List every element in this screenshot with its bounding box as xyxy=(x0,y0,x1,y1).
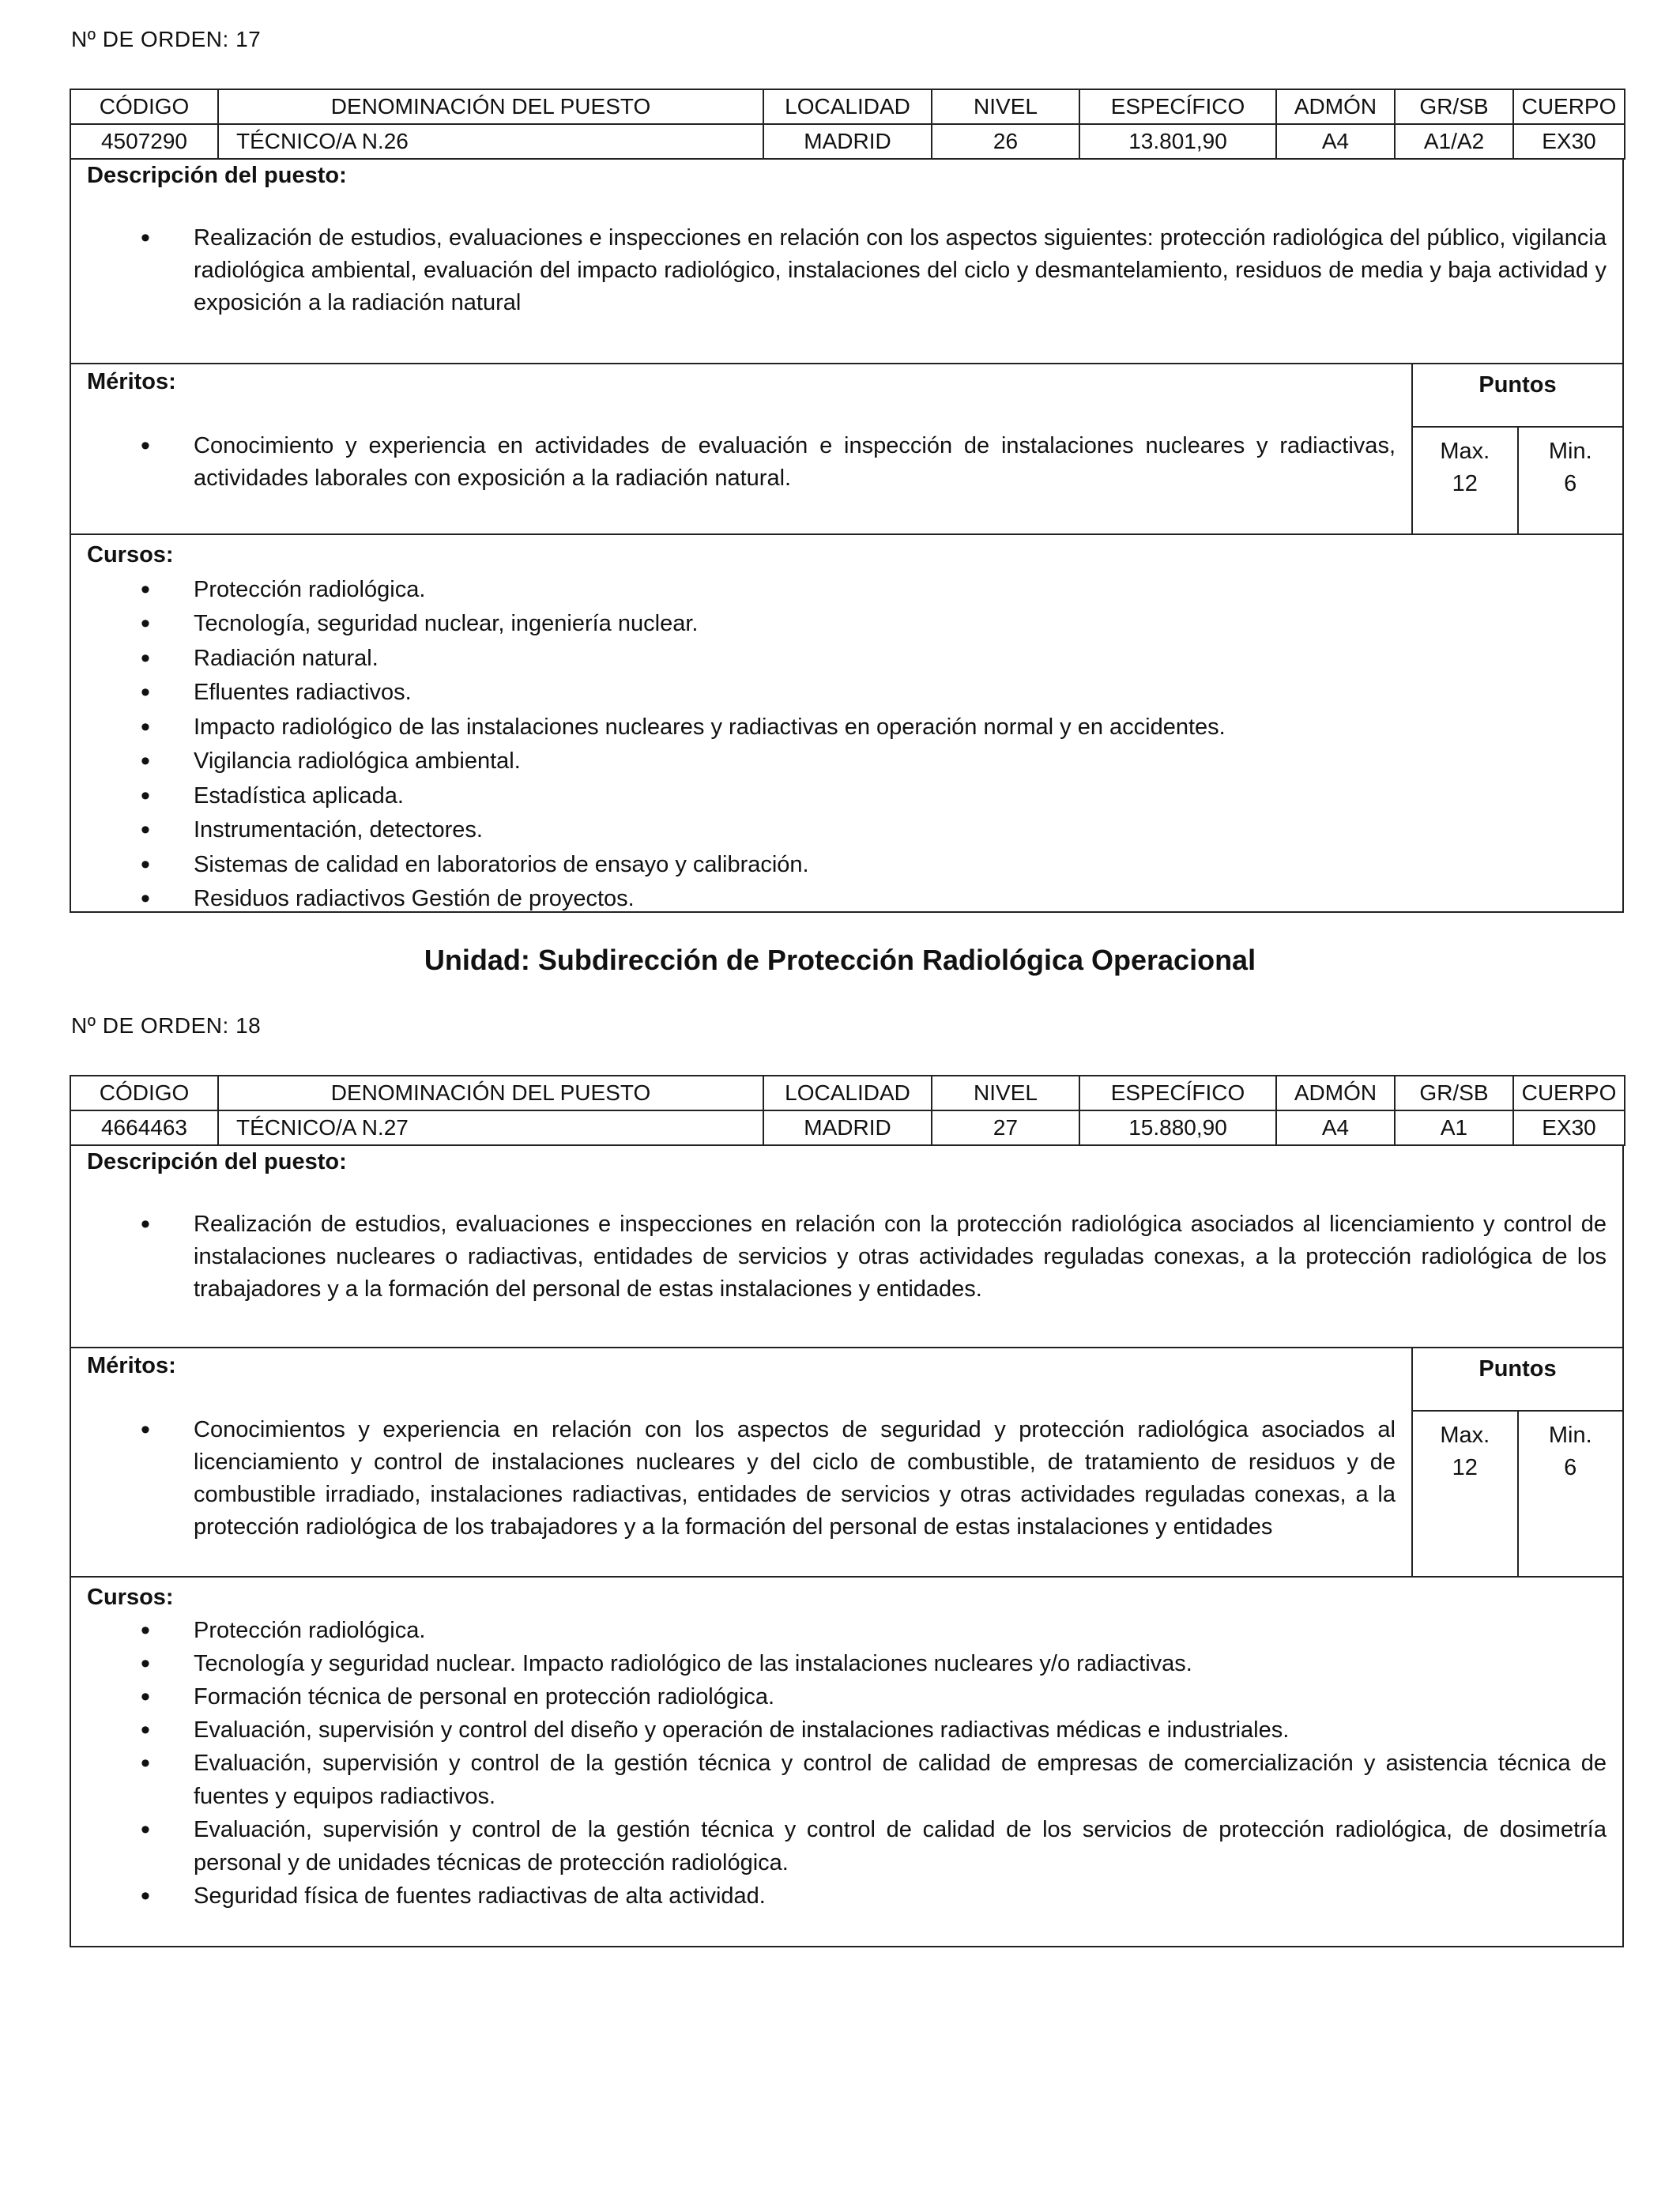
points-max-label: Max. xyxy=(1440,1423,1490,1448)
table-row xyxy=(70,1110,1625,1145)
points-header: Puntos xyxy=(1413,364,1622,428)
position-name-cell: TÉCNICO/A N.26 xyxy=(218,124,763,159)
table-header-row xyxy=(70,1076,1625,1110)
admin-cell: A4 xyxy=(1276,1110,1395,1145)
list-item: • Formación técnica de personal en protección radiológica. xyxy=(71,1680,1622,1713)
unit-title: Unidad: Subdirección de Protección Radiológica Operacional xyxy=(424,944,1256,976)
order-number: Nº DE ORDEN: 18 xyxy=(71,1013,262,1038)
points-values xyxy=(1413,1412,1622,1576)
description-block xyxy=(70,1146,1624,1348)
column-header: GR/SB xyxy=(1395,89,1513,124)
list-item: • Vigilancia radiológica ambiental. xyxy=(71,745,1622,779)
table-row xyxy=(70,124,1625,159)
points-min-label: Min. xyxy=(1548,1423,1592,1448)
specific-cell: 15.880,90 xyxy=(1079,1110,1276,1145)
list-item: • Sistemas de calidad en laboratorios de ensayo y calibración. xyxy=(71,848,1622,883)
list-item: • Efluentes radiactivos. xyxy=(71,676,1622,711)
column-header: NIVEL xyxy=(932,1076,1079,1110)
courses-block xyxy=(70,535,1624,913)
list-item: • Tecnología, seguridad nuclear, ingeniería nuclear. xyxy=(71,607,1622,642)
list-item: • Evaluación, supervisión y control de la gestión técnica y control de calidad de empresas de comercialización y asistencia técnica de fuentes y equipos radiactivos. xyxy=(71,1747,1622,1813)
list-item: • Realización de estudios, evaluaciones e inspecciones en relación con los aspectos siguientes: protección radiológica del público, vigilancia radiológica ambiental, evaluación del impacto radiológico, instalaciones del ciclo y desmantelamiento, residuos de media y baja actividad y exposición a la radiación natural xyxy=(71,222,1622,319)
column-header: CUERPO xyxy=(1513,1076,1625,1110)
list-item: • Protección radiológica. xyxy=(71,1614,1622,1647)
list-item: • Estadística aplicada. xyxy=(71,779,1622,814)
body-cell: EX30 xyxy=(1513,124,1625,159)
merits-title: Méritos: xyxy=(87,1353,176,1378)
location-cell: MADRID xyxy=(763,1110,932,1145)
description-list xyxy=(71,1208,1622,1306)
points-max-value: 12 xyxy=(1452,471,1478,496)
list-item: • Instrumentación, detectores. xyxy=(71,813,1622,848)
order-number: Nº DE ORDEN: 17 xyxy=(71,27,262,51)
courses-title: Cursos: xyxy=(87,1585,174,1610)
description-title: Descripción del puesto: xyxy=(87,163,347,188)
list-item: • Evaluación, supervisión y control de la gestión técnica y control de calidad de los servicios de protección radiológica, de dosimetría personal y de unidades técnicas de protección radiológica. xyxy=(71,1813,1622,1879)
level-cell: 27 xyxy=(932,1110,1079,1145)
level-cell: 26 xyxy=(932,124,1079,159)
points-panel xyxy=(1413,1348,1622,1576)
description-block xyxy=(70,160,1624,364)
merits-content xyxy=(71,1348,1413,1576)
courses-list xyxy=(71,573,1622,917)
location-cell: MADRID xyxy=(763,124,932,159)
column-header: ESPECÍFICO xyxy=(1079,1076,1276,1110)
admin-cell: A4 xyxy=(1276,124,1395,159)
description-title: Descripción del puesto: xyxy=(87,1149,347,1174)
merits-block xyxy=(70,1348,1624,1578)
merits-title: Méritos: xyxy=(87,369,176,394)
column-header: GR/SB xyxy=(1395,1076,1513,1110)
column-header: ESPECÍFICO xyxy=(1079,89,1276,124)
list-item: • Tecnología y seguridad nuclear. Impacto radiológico de las instalaciones nucleares y/o radiactivas. xyxy=(71,1647,1622,1680)
specific-cell: 13.801,90 xyxy=(1079,124,1276,159)
list-item: • Protección radiológica. xyxy=(71,573,1622,608)
code-cell: 4664463 xyxy=(70,1110,218,1145)
position-section-17 xyxy=(70,89,1624,913)
points-min xyxy=(1517,428,1623,533)
position-table xyxy=(70,1075,1625,1146)
list-item: • Evaluación, supervisión y control del diseño y operación de instalaciones radiactivas médicas e industriales. xyxy=(71,1713,1622,1747)
position-name-cell: TÉCNICO/A N.27 xyxy=(218,1110,763,1145)
merits-list xyxy=(71,430,1411,495)
body-cell: EX30 xyxy=(1513,1110,1625,1145)
column-header: NIVEL xyxy=(932,89,1079,124)
column-header: DENOMINACIÓN DEL PUESTO xyxy=(218,1076,763,1110)
list-item: • Conocimiento y experiencia en actividades de evaluación e inspección de instalaciones nucleares y radiactivas, actividades laborales con exposición a la radiación natural. xyxy=(71,430,1411,495)
points-min xyxy=(1517,1412,1623,1576)
merits-list xyxy=(71,1414,1411,1544)
column-header: CUERPO xyxy=(1513,89,1625,124)
merits-content xyxy=(71,364,1413,533)
list-item: • Radiación natural. xyxy=(71,642,1622,677)
points-min-label: Min. xyxy=(1548,439,1592,464)
column-header: CÓDIGO xyxy=(70,1076,218,1110)
column-header: ADMÓN xyxy=(1276,1076,1395,1110)
points-max-label: Max. xyxy=(1440,439,1490,464)
courses-list xyxy=(71,1614,1622,1913)
courses-title: Cursos: xyxy=(87,542,174,567)
list-item: • Seguridad física de fuentes radiactivas de alta actividad. xyxy=(71,1879,1622,1913)
column-header: DENOMINACIÓN DEL PUESTO xyxy=(218,89,763,124)
courses-block xyxy=(70,1578,1624,1947)
points-header: Puntos xyxy=(1413,1348,1622,1412)
group-cell: A1 xyxy=(1395,1110,1513,1145)
description-list xyxy=(71,222,1622,319)
points-values xyxy=(1413,428,1622,533)
code-cell: 4507290 xyxy=(70,124,218,159)
column-header: LOCALIDAD xyxy=(763,1076,932,1110)
merits-block xyxy=(70,364,1624,535)
points-max xyxy=(1413,1412,1517,1576)
points-panel xyxy=(1413,364,1622,533)
points-max xyxy=(1413,428,1517,533)
list-item: • Conocimientos y experiencia en relación con los aspectos de seguridad y protección radiológica asociados al licenciamiento y control de instalaciones nucleares y del ciclo de combustible, de tratamiento de residuos y de combustible irradiado, instalaciones radiactivas, entidades de servicios y otras actividades reguladas conexas, a la protección radiológica de los trabajadores y a la formación del personal de estas instalaciones y entidades xyxy=(71,1414,1411,1544)
list-item: • Impacto radiológico de las instalaciones nucleares y radiactivas en operación normal y en accidentes. xyxy=(71,711,1622,745)
group-cell: A1/A2 xyxy=(1395,124,1513,159)
points-max-value: 12 xyxy=(1452,1455,1478,1480)
points-min-value: 6 xyxy=(1564,471,1577,496)
column-header: CÓDIGO xyxy=(70,89,218,124)
list-item: • Residuos radiactivos Gestión de proyectos. xyxy=(71,882,1622,917)
position-table xyxy=(70,89,1625,160)
points-min-value: 6 xyxy=(1564,1455,1577,1480)
table-header-row xyxy=(70,89,1625,124)
list-item: • Realización de estudios, evaluaciones e inspecciones en relación con la protección radiológica asociados al licenciamiento y control de instalaciones nucleares o radiactivas, entidades de servicios y otras actividades reguladas conexas, a la protección radiológica de los trabajadores y a la formación del personal de estas instalaciones y entidades. xyxy=(71,1208,1622,1306)
column-header: LOCALIDAD xyxy=(763,89,932,124)
column-header: ADMÓN xyxy=(1276,89,1395,124)
position-section-18 xyxy=(70,1075,1624,1947)
